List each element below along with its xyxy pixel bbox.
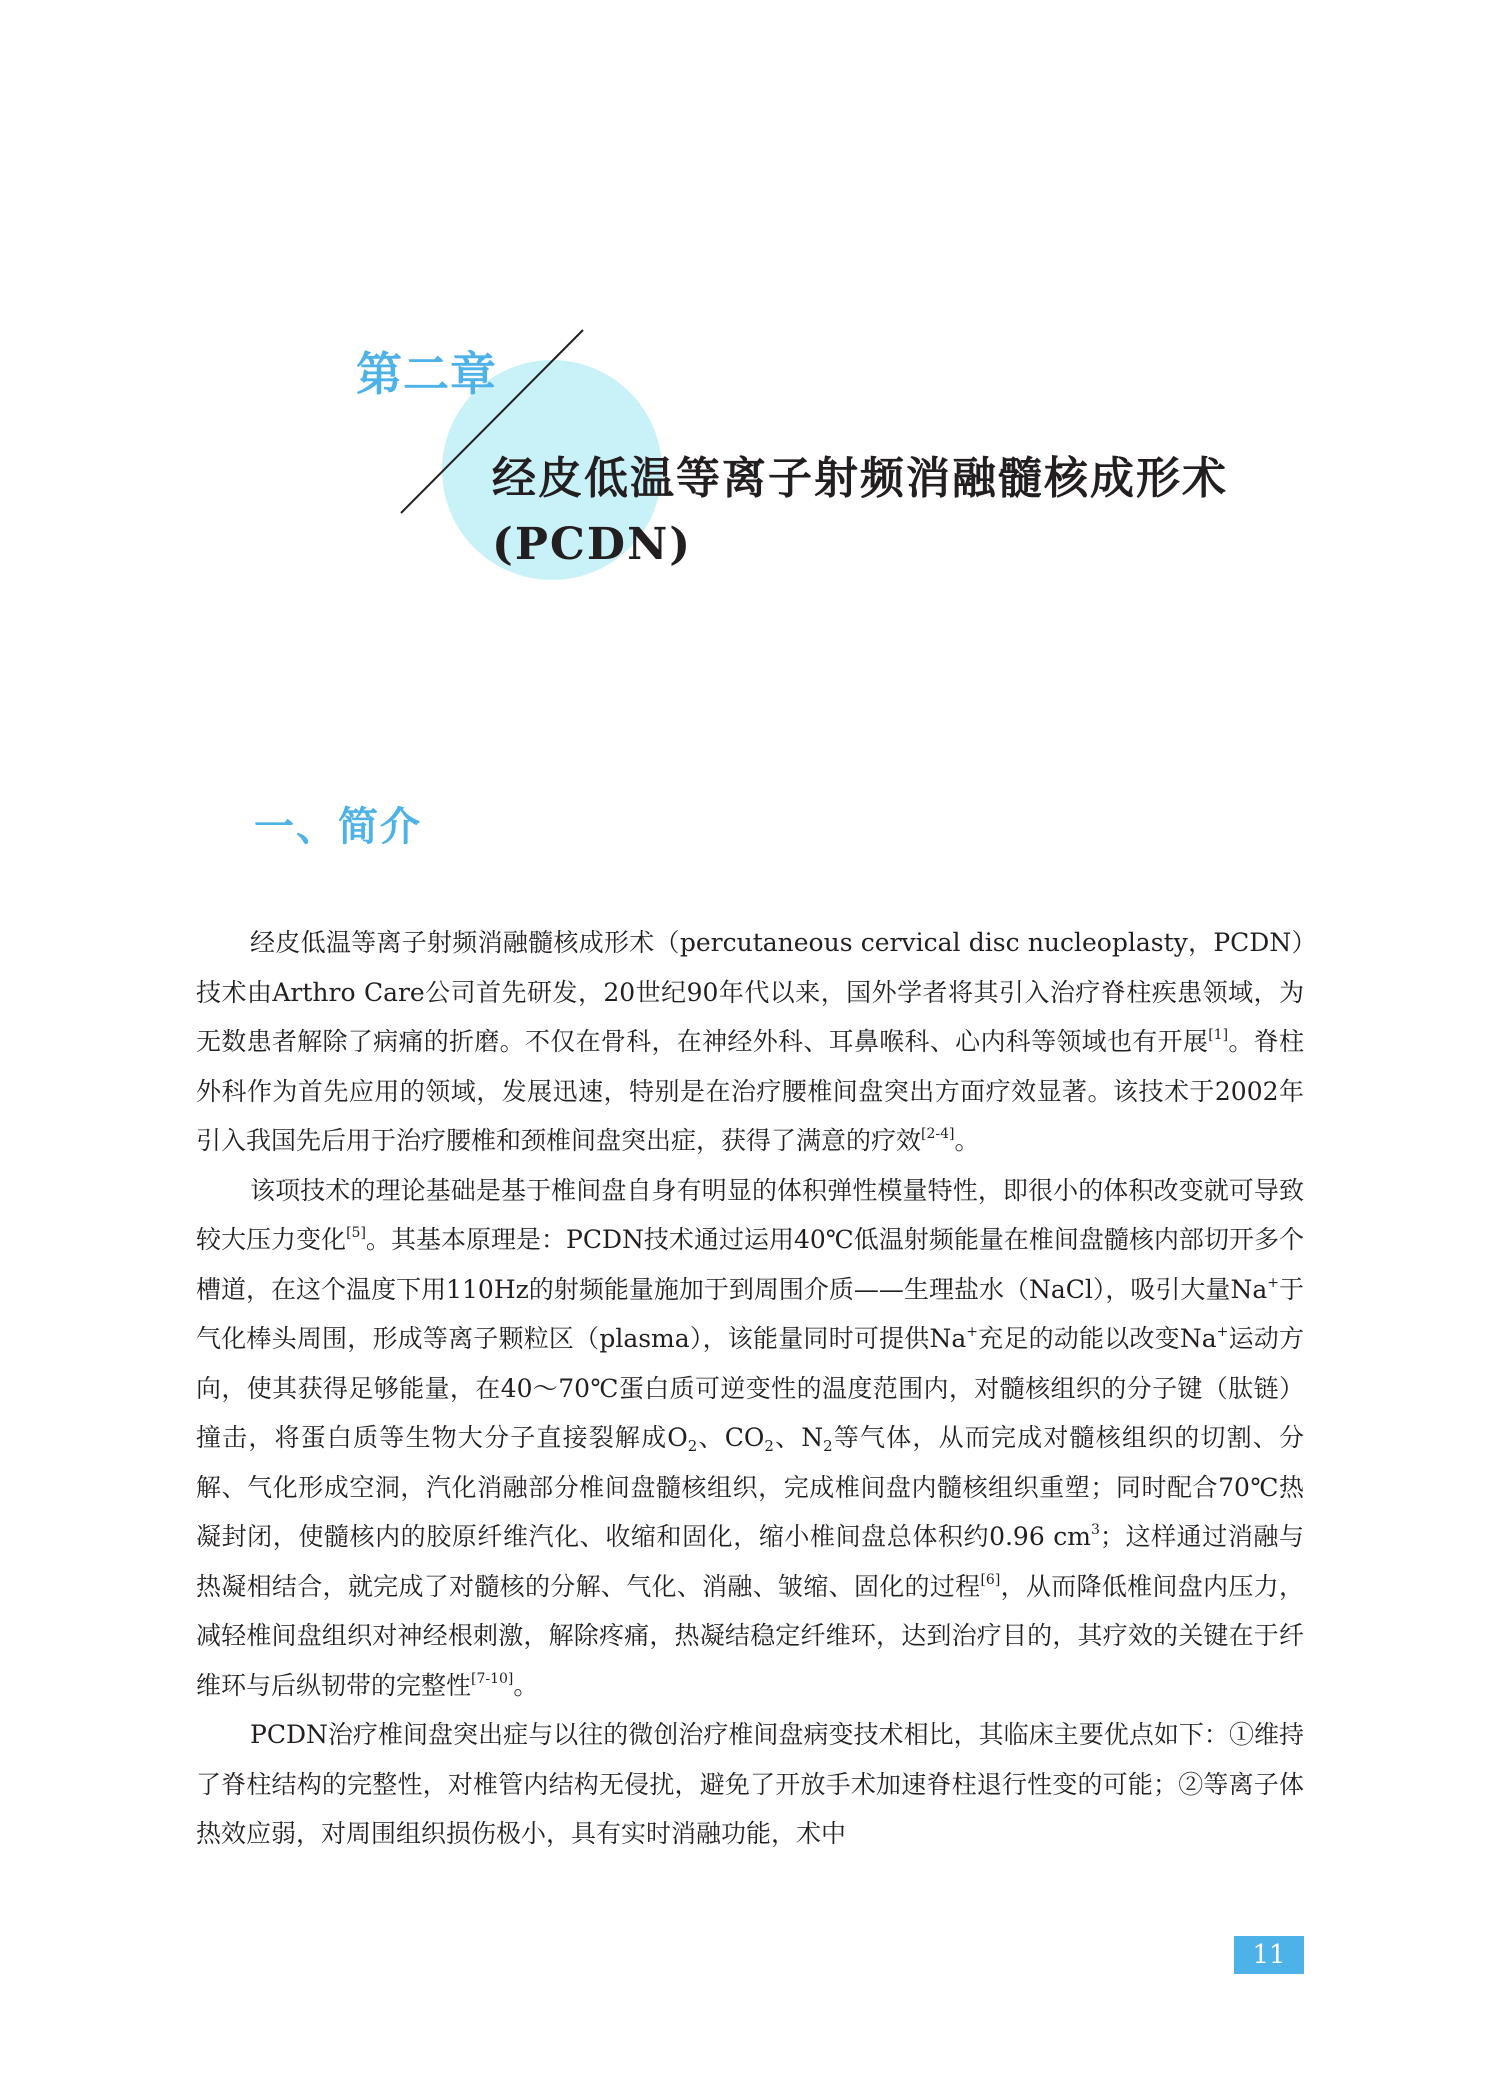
superscript: + [1267,1274,1279,1291]
superscript: [7-10] [471,1670,514,1687]
text-run: 经皮低温等离子射频消融髓核成形术（percutaneous cervical disc nucleoplasty，PCDN）技术由Arthro Care公司首先研发，20世纪90年代以来，国外学者将其引入治疗脊柱疾患领域，为无数患者解除了病痛的折磨。不仅在骨科，在神经外科、耳鼻喉科、心内科等领域也有开展 [196,928,1304,1056]
text-run: PCDN治疗椎间盘突出症与以往的微创治疗椎间盘病变技术相比，其临床主要优点如下：①维持了脊柱结构的完整性，对椎管内结构无侵扰，避免了开放手术加速脊柱退行性变的可能；②等离子体热效应弱，对周围组织损伤极小，具有实时消融功能，术中 [196,1720,1304,1848]
text-run: 充足的动能以改变Na [977,1324,1217,1353]
text-run: 。 [513,1670,539,1700]
text-run: 、N [773,1423,824,1452]
section-heading: 一、简介 [254,804,422,850]
text-run: 等气体，从而完成对髓核组织的切割、分解、气化形成空洞，汽化消融部分椎间盘髓核组织，完成椎间盘内髓核组织重塑；同时配合70℃热凝封闭，使髓核内的胶原纤维汽化、收缩和固化，缩小椎间盘总体积约0.96 cm [196,1423,1304,1551]
text-run: 、CO [697,1423,765,1452]
text-run: 。脊柱外科作为首先应用的领域，发展迅速，特别是在治疗腰椎间盘突出方面疗效显著。该技术于2002年引入我国先后用于治疗腰椎和颈椎间盘突出症，获得了满意的疗效 [196,1027,1304,1155]
text-run: ；这样通过消融与热凝相结合，就完成了对髓核的分解、气化、消融、皱缩、固化的过程 [196,1522,1304,1601]
superscript: [6] [980,1571,1001,1588]
text-run: 于气化棒头周围，形成等离子颗粒区（plasma），该能量同时可提供Na [196,1274,1304,1353]
paragraph-2 [196,1166,1304,1711]
superscript: [2-4] [921,1126,955,1142]
page-number: 11 [1234,1936,1304,1974]
text-run: 运动方向，使其获得足够能量，在40～70℃蛋白质可逆变性的温度范围内，对髓核组织的分子键（肽链）撞击，将蛋白质等生物大分子直接裂解成O [196,1324,1304,1452]
subscript: 2 [823,1437,833,1455]
superscript: [1] [1208,1027,1229,1043]
body-text [196,918,1304,1859]
chapter-title [492,446,1392,578]
subscript: 2 [687,1437,698,1455]
superscript: 3 [1090,1522,1100,1538]
text-run: 。其基本原理是：PCDN技术通过运用40℃低温射频能量在椎间盘髓核内部切开多个槽道，在这个温度下用110Hz的射频能量施加于到周围介质——生理盐水（NaCl），吸引大量Na [196,1225,1304,1304]
text-run: 该项技术的理论基础是基于椎间盘自身有明显的体积弹性模量特性，即很小的体积改变就可导致较大压力变化 [196,1175,1304,1254]
chapter-title-line2: (PCDN) [492,519,693,570]
paragraph-3 [196,1710,1304,1859]
chapter-title-line1: 经皮低温等离子射频消融髓核成形术 [492,453,1228,504]
superscript: + [966,1324,978,1340]
paragraph-1 [196,918,1304,1166]
text-run: ，从而降低椎间盘内压力，减轻椎间盘组织对神经根刺激，解除疼痛，热凝结稳定纤维环，达到治疗目的，其疗效的关键在于纤维环与后纵韧带的完整性 [196,1571,1304,1700]
superscript: + [1216,1324,1229,1340]
text-run: 。 [954,1126,980,1155]
subscript: 2 [764,1437,774,1455]
superscript: [5] [346,1225,366,1241]
chapter-label: 第二章 [356,347,497,401]
